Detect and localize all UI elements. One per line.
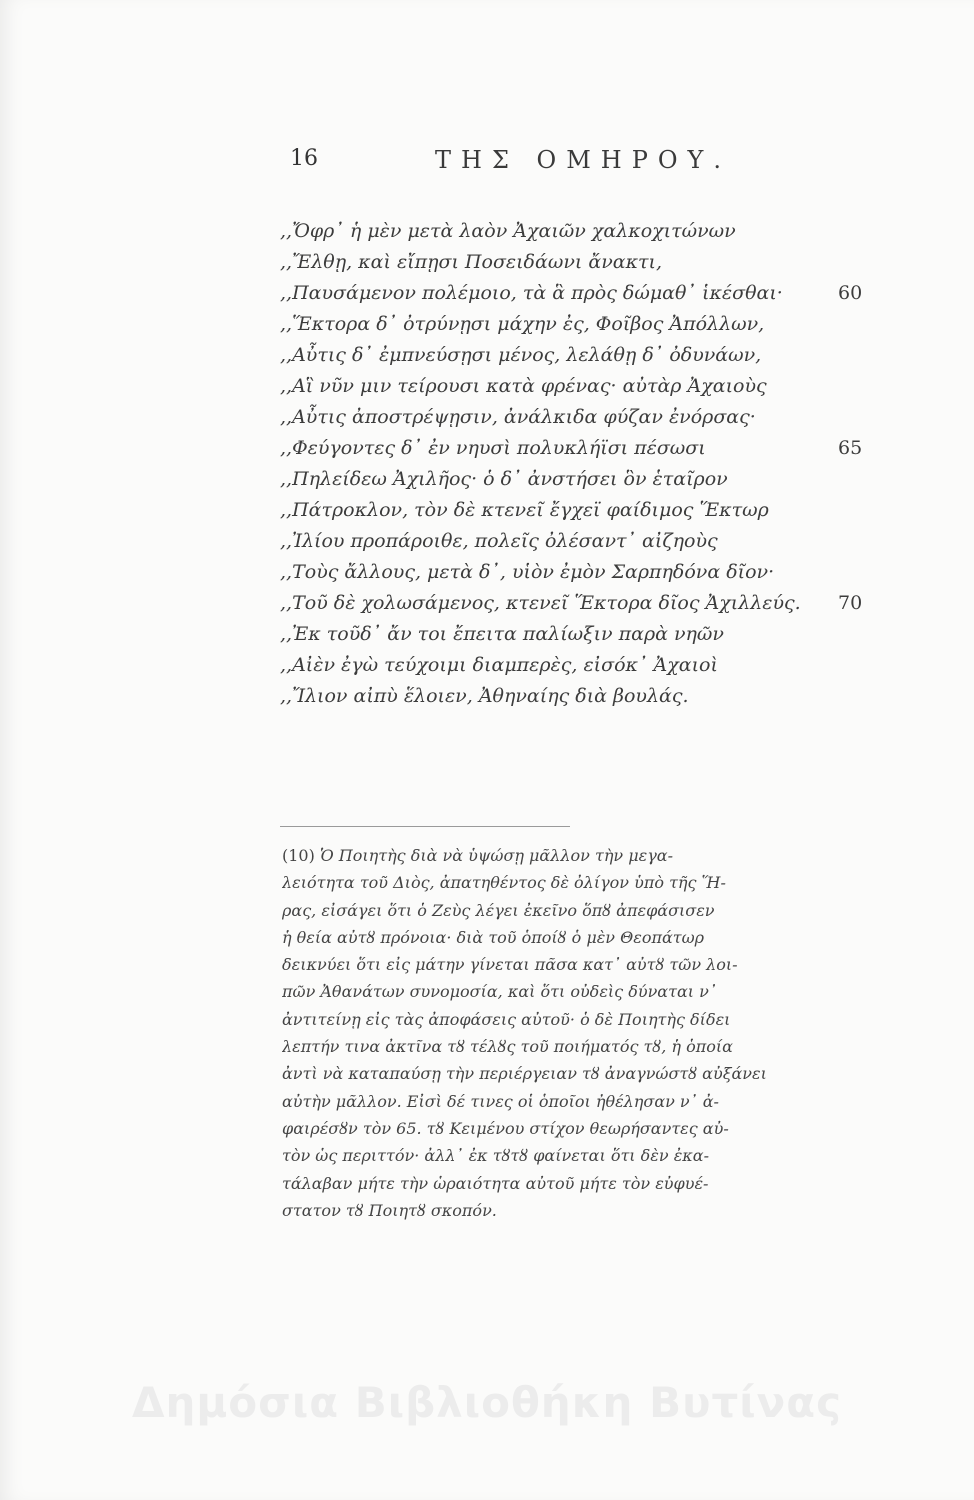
verse-line: ,,Πάτροκλον, τὸν δὲ κτενεῖ ἔγχεϊ φαίδιμος Ἕκτωρ	[280, 499, 769, 521]
verse-line: ,,Αἰὲν ἐγὼ τεύχοιμι διαμπερὲς, εἰσόκ᾽ Ἀχαιοὶ	[280, 654, 718, 676]
running-title: ΤΗΣ ΟΜΗΡΟΥ.	[435, 146, 732, 174]
footnote-line: τάλαβαν μήτε τὴν ὡραιότητα αὐτοῦ μήτε τὸν εὐφυέ-	[282, 1173, 709, 1193]
page-number: 16	[290, 146, 318, 171]
footnote-line	[282, 842, 892, 869]
verse-line-number: 60	[838, 282, 863, 304]
verse-line: ,,Τοὺς ἄλλους, μετὰ δ᾽, υἱὸν ἐμὸν Σαρπηδόνα δῖον·	[280, 561, 775, 583]
footnote-line: αὐτὴν μᾶλλον. Εἰσὶ δέ τινες οἱ ὁποῖοι ἠθέλησαν ν᾽ ἀ-	[282, 1091, 719, 1111]
verse-line-number: 65	[838, 437, 863, 459]
verse-block	[280, 216, 810, 712]
footnote-line: ρας, εἰσάγει ὅτι ὁ Ζεὺς λέγει ἐκεῖνο ὅπȣ ἀπεφάσισεν	[282, 900, 715, 920]
verse-line: ,,Ἕκτορα δ᾽ ὀτρύνῃσι μάχην ἐς, Φοῖβος Ἀπόλλων,	[280, 313, 765, 335]
verse-line: ,,Πηλείδεω Ἀχιλῆος· ὁ δ᾽ ἀνστήσει ὃν ἑταῖρον	[280, 468, 728, 490]
verse-line-number: 70	[838, 592, 863, 614]
verse-line: ,,Τοῦ δὲ χολωσάμενος, κτενεῖ Ἕκτορα δῖος Ἀχιλλεύς.	[280, 592, 801, 614]
verse-line: ,,Ἰλίου προπάροιθε, πολεῖς ὀλέσαντ᾽ αἰζηοὺς	[280, 530, 718, 552]
footnote-line: λεπτήν τινα ἀκτῖνα τȣ τέλȣς τοῦ ποιήματός τȣ, ἡ ὁποία	[282, 1037, 733, 1057]
footnote	[282, 842, 892, 1224]
verse-line: ,,Παυσάμενον πολέμοιο, τὰ ἃ πρὸς δώμαθ᾽ ἱκέσθαι·	[280, 282, 783, 304]
footnote-line: τὸν ὡς περιττόν· ἀλλ᾽ ἐκ τȣτȣ φαίνεται ὅτι δὲν ἐκα-	[282, 1146, 709, 1166]
verse-line: ,,Ἴλιον αἰπὺ ἕλοιεν, Ἀθηναίης διὰ βουλάς.	[280, 685, 689, 707]
footnote-line: λειότητα τοῦ Διὸς, ἀπατηθέντος δὲ ὀλίγον ὑπὸ τῆς Ἥ-	[282, 873, 726, 893]
verse-line: ,,Ἐκ τοῦδ᾽ ἄν τοι ἔπειτα παλίωξιν παρὰ νηῶν	[280, 623, 724, 645]
page-header	[290, 146, 834, 186]
verse-line: ,,Φεύγοντες δ᾽ ἐν νηυσὶ πολυκλήϊσι πέσωσι	[280, 437, 706, 459]
verse-line: ,,Αὖτις ἀποστρέψῃσιν, ἀνάλκιδα φύζαν ἐνόρσας·	[280, 406, 756, 428]
verse-line: ,,Ἔλθῃ, καὶ εἴπῃσι Ποσειδάωνι ἄνακτι,	[280, 251, 663, 273]
library-watermark: Δημόσια Βιβλιοθήκη Βυτίνας	[132, 1378, 842, 1427]
verse-line: ,,Αὖτις δ᾽ ἐμπνεύσῃσι μένος, λελάθῃ δ᾽ ὀδυνάων,	[280, 344, 762, 366]
footnote-text: Ὁ Ποιητὴς διὰ νὰ ὑψώσῃ μᾶλλον τὴν μεγα-	[319, 846, 673, 865]
footnote-line: ἡ θεία αὐτȣ πρόνοια· διὰ τοῦ ὁποίȣ ὁ μὲν Θεοπάτωρ	[282, 927, 705, 947]
footnote-rule	[280, 826, 570, 827]
footnote-line: ἀντὶ νὰ καταπαύσῃ τὴν περιέργειαν τȣ ἀναγνώστȣ αὐξάνει	[282, 1064, 767, 1084]
footnote-line: δεικνύει ὅτι εἰς μάτην γίνεται πᾶσα κατ᾽ αὐτȣ τῶν λοι-	[282, 955, 738, 975]
footnote-line: ἀντιτείνῃ εἰς τὰς ἀποφάσεις αὐτοῦ· ὁ δὲ Ποιητὴς δίδει	[282, 1009, 731, 1029]
verse-line: ,,Αἳ νῦν μιν τείρουσι κατὰ φρένας· αὐτὰρ Ἀχαιοὺς	[280, 375, 767, 397]
footnote-line: στατον τȣ Ποιητȣ σκοπόν.	[282, 1200, 497, 1220]
footnote-line: φαιρέσȣν τὸν 65. τȣ Κειμένου στίχον θεωρήσαντες αὐ-	[282, 1118, 729, 1138]
verse-line: ,,Ὄφρ᾽ ἡ μὲν μετὰ λαὸν Ἀχαιῶν χαλκοχιτώνων	[280, 220, 736, 242]
footnote-label: (10)	[282, 846, 315, 865]
footnote-line: πῶν Ἀθανάτων συνομοσία, καὶ ὅτι οὐδεὶς δύναται ν᾽	[282, 982, 717, 1002]
